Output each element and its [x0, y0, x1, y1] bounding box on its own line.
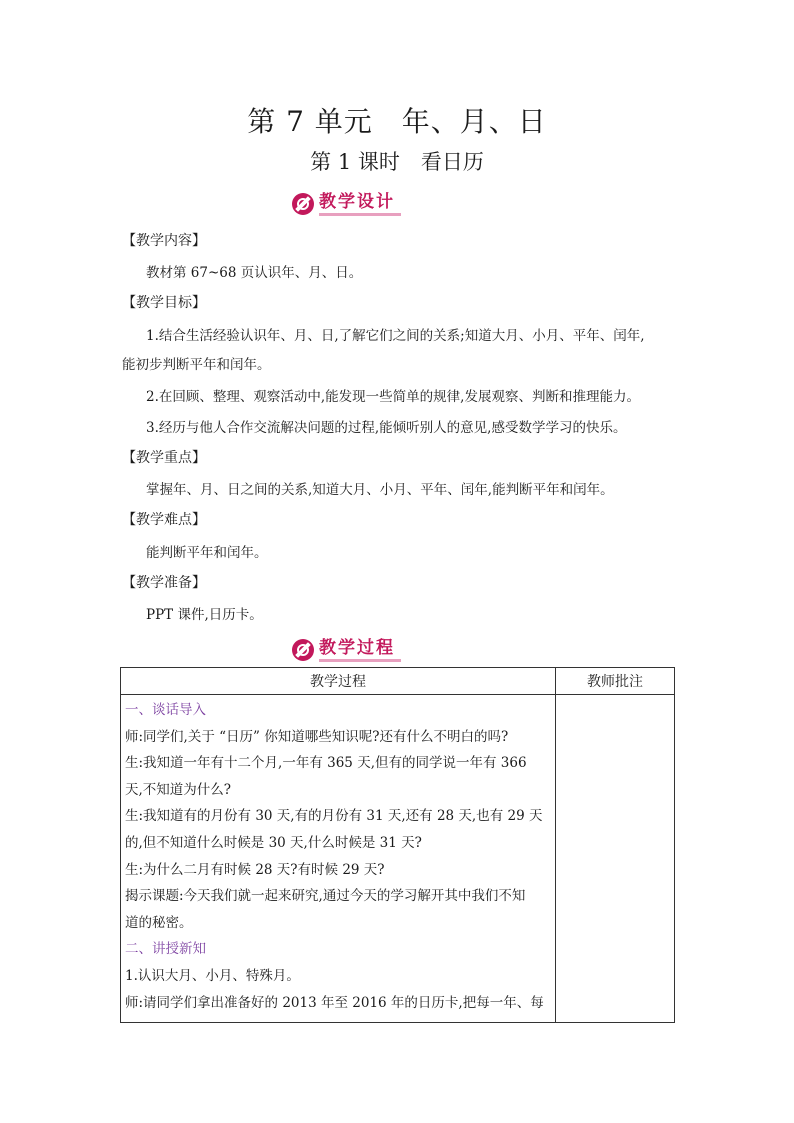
section-heading-goals: 【教学目标】	[122, 295, 206, 311]
process-text-line: 师:同学们,关于 “日历” 你知道哪些知识呢?还有什么不明白的吗?	[125, 728, 509, 745]
process-text-line: 的,但不知道什么时候是 30 天,什么时候是 31 天?	[125, 834, 422, 851]
process-lines	[121, 695, 555, 1016]
process-text-line: 生:我知道一年有十二个月,一年有 365 天,但有的同学说一年有 366	[125, 755, 527, 772]
process-text-line: 生:为什么二月有时候 28 天?有时候 29 天?	[125, 861, 385, 878]
flower-logo-icon	[292, 193, 314, 215]
process-section-heading: 二、讲授新知	[125, 941, 206, 958]
table-header-row	[121, 668, 675, 695]
difficulty-text: 能判断平年和闰年。	[146, 545, 268, 561]
process-text-line: 生:我知道有的月份有 30 天,有的月份有 31 天,还有 28 天,也有 29 天	[125, 808, 543, 825]
teaching-design-banner	[292, 192, 401, 216]
section-heading-preparation: 【教学准备】	[122, 575, 206, 591]
goal-3: 3.经历与他人合作交流解决问题的过程,能倾听别人的意见,感受数学学习的快乐。	[146, 420, 627, 436]
flower-logo-icon	[292, 639, 314, 661]
unit-title: 第 7 单元 年、月、日	[247, 105, 547, 138]
process-section-heading: 一、谈话导入	[125, 702, 206, 718]
process-text-line: 道的秘密。	[125, 914, 193, 931]
process-cell	[121, 695, 556, 1023]
notes-column-header: 教师批注	[556, 668, 675, 695]
process-text-line: 1.认识大月、小月、特殊月。	[125, 967, 300, 984]
process-text-line: 师:请同学们拿出准备好的 2013 年至 2016 年的日历卡,把每一年、每	[125, 994, 544, 1011]
process-table	[120, 667, 675, 1023]
section-heading-difficulty: 【教学难点】	[122, 512, 206, 528]
preparation-text: PPT 课件,日历卡。	[146, 607, 263, 623]
goal-2: 2.在回顾、整理、观察活动中,能发现一些简单的规律,发展观察、判断和推理能力。	[146, 389, 640, 405]
table-row	[121, 695, 675, 1023]
process-text-line: 天,不知道为什么?	[125, 781, 232, 798]
lesson-title: 第 1 课时 看日历	[310, 150, 484, 174]
goal-1-line-1: 1.结合生活经验认识年、月、日,了解它们之间的关系;知道大月、小月、平年、闰年,	[146, 328, 645, 344]
section-heading-content: 【教学内容】	[122, 233, 206, 249]
banner-label: 教学过程	[319, 638, 401, 662]
key-text: 掌握年、月、日之间的关系,知道大月、小月、平年、闰年,能判断平年和闰年。	[146, 482, 614, 498]
notes-cell	[556, 695, 675, 1023]
goal-1-line-2: 能初步判断平年和闰年。	[122, 357, 271, 373]
section-heading-key: 【教学重点】	[122, 450, 206, 466]
content-text: 教材第 67~68 页认识年、月、日。	[146, 265, 363, 281]
banner-label: 教学设计	[319, 192, 401, 216]
process-column-header: 教学过程	[121, 668, 556, 695]
process-text-line: 揭示课题:今天我们就一起来研究,通过今天的学习解开其中我们不知	[125, 888, 526, 905]
teaching-process-banner	[292, 638, 401, 662]
